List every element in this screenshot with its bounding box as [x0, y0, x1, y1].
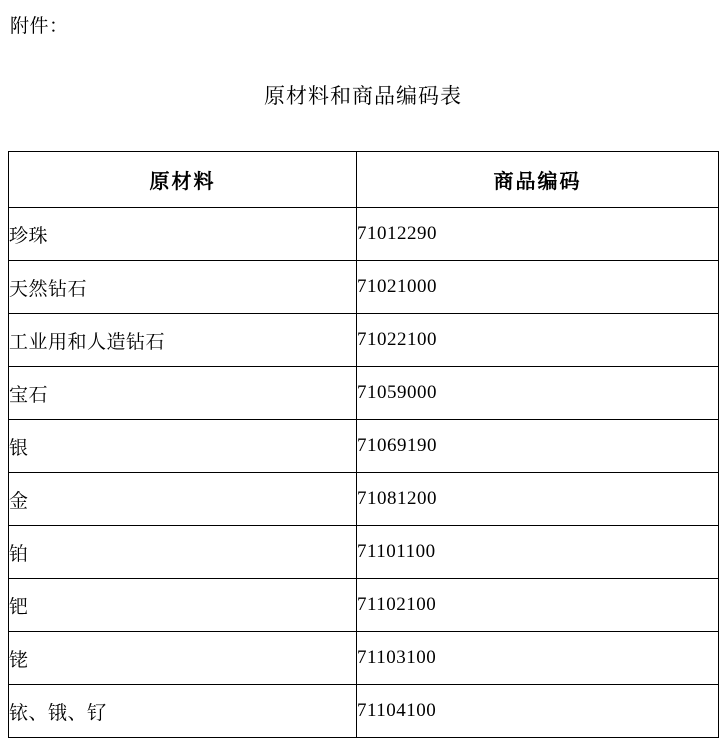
cell-material: 银	[9, 420, 357, 473]
table-row	[9, 420, 719, 473]
cell-code: 71103100	[357, 632, 719, 685]
cell-code: 71081200	[357, 473, 719, 526]
cell-code: 71104100	[357, 685, 719, 738]
table-row	[9, 261, 719, 314]
table-row	[9, 526, 719, 579]
table-row	[9, 208, 719, 261]
table-row	[9, 367, 719, 420]
cell-material: 铂	[9, 526, 357, 579]
cell-material: 工业用和人造钻石	[9, 314, 357, 367]
attachment-label: 附件：	[10, 16, 69, 37]
cell-material: 珍珠	[9, 208, 357, 261]
cell-code: 71021000	[357, 261, 719, 314]
table-row	[9, 314, 719, 367]
table-row	[9, 473, 719, 526]
cell-code: 71101100	[357, 526, 719, 579]
table-row	[9, 632, 719, 685]
column-header-code: 商品编码	[357, 152, 719, 208]
cell-material: 金	[9, 473, 357, 526]
cell-code: 71012290	[357, 208, 719, 261]
cell-code: 71102100	[357, 579, 719, 632]
cell-material: 宝石	[9, 367, 357, 420]
column-header-material: 原材料	[9, 152, 357, 208]
page-title: 原材料和商品编码表	[264, 84, 462, 108]
cell-material: 铑	[9, 632, 357, 685]
material-code-table	[8, 151, 719, 738]
table-row	[9, 579, 719, 632]
table-header-row	[9, 152, 719, 208]
table-row	[9, 685, 719, 738]
cell-code: 71022100	[357, 314, 719, 367]
cell-code: 71069190	[357, 420, 719, 473]
cell-code: 71059000	[357, 367, 719, 420]
cell-material: 铱、锇、钌	[9, 685, 357, 738]
cell-material: 钯	[9, 579, 357, 632]
table-container	[8, 151, 718, 738]
cell-material: 天然钻石	[9, 261, 357, 314]
